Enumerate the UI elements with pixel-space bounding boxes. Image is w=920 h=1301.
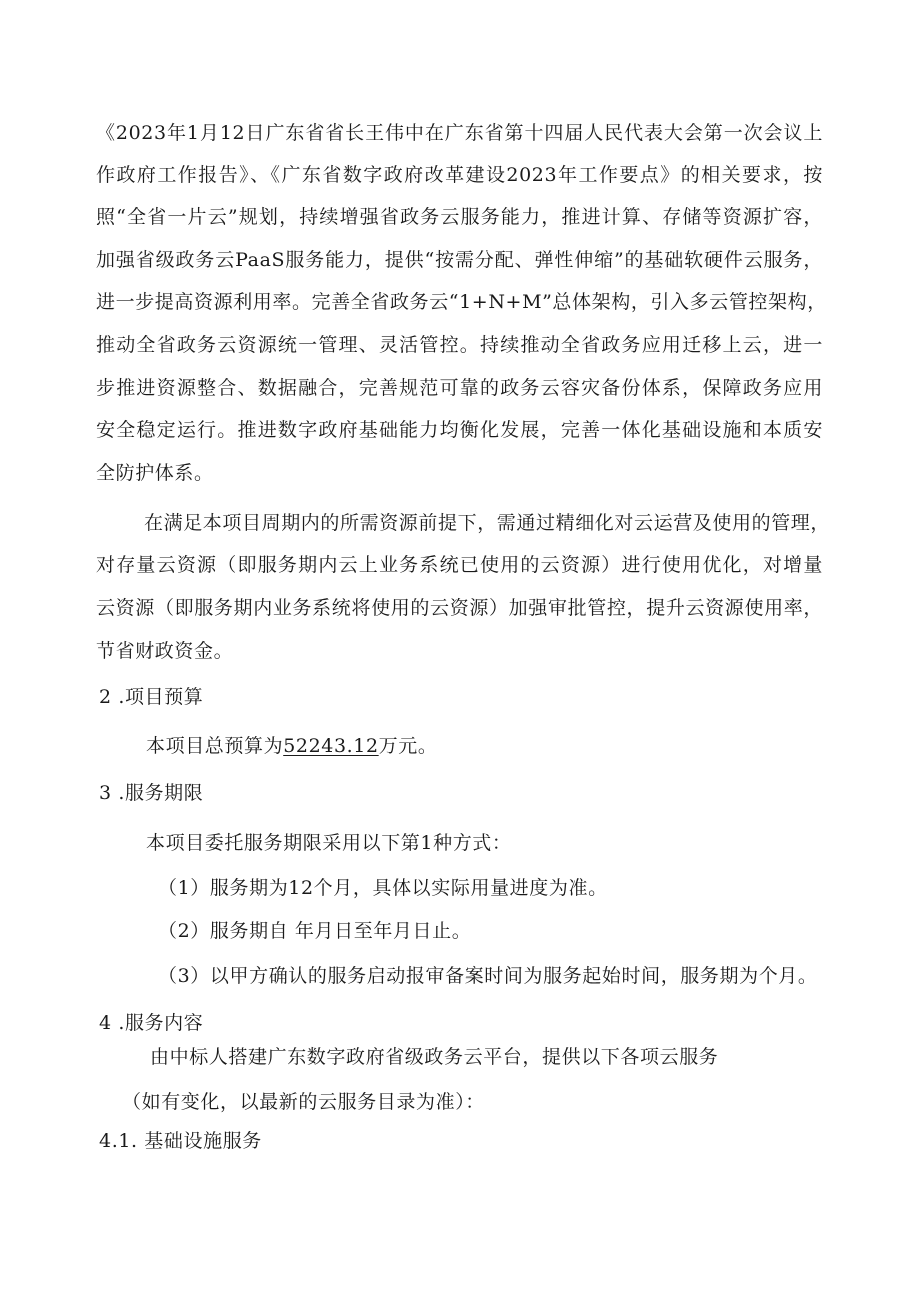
- service-content-line-2: （如有变化，以最新的云服务目录为准）：: [122, 1091, 485, 1113]
- service-period-option-1: （1）服务期为12个月，具体以实际用量进度为准。: [158, 877, 608, 899]
- paragraph-1-line-2: 作政府工作报告》、《广东省数字政府改革建设2023年工作要点》的相关要求，按: [96, 164, 823, 186]
- section-4-heading: 4 .服务内容: [99, 1012, 204, 1034]
- paragraph-1-line-1: 《2023年1月12日广东省省长王伟中在广东省第十四届人民代表大会第一次会议上: [96, 122, 823, 144]
- paragraph-1-line-4: 加强省级政务云PaaS服务能力，提供“按需分配、弹性伸缩”的基础软硬件云服务，: [96, 249, 823, 271]
- budget-text-after: 万元。: [378, 735, 438, 757]
- paragraph-2-line-2: 对存量云资源（即服务期内云上业务系统已使用的云资源）进行使用优化，对增量: [96, 554, 823, 576]
- paragraph-2-line-3: 云资源（即服务期内业务系统将使用的云资源）加强审批管控，提升云资源使用率，: [96, 597, 823, 619]
- budget-line: [146, 734, 437, 758]
- paragraph-1-line-6: 推动全省政务云资源统一管理、灵活管控。持续推动全省政务应用迁移上云，进一: [96, 334, 823, 356]
- section-4-1-heading: 4.1. 基础设施服务: [99, 1130, 262, 1152]
- paragraph-1-line-7: 步推进资源整合、数据融合，完善规范可靠的政务云容灾备份体系，保障政务应用: [96, 377, 823, 399]
- paragraph-1-line-5: 进一步提高资源利用率。完善全省政务云“1+N+M”总体架构，引入多云管控架构，: [96, 291, 827, 313]
- section-3-heading: 3 .服务期限: [99, 782, 204, 804]
- service-period-option-3: （3）以甲方确认的服务启动报审备案时间为服务起始时间，服务期为个月。: [158, 965, 818, 987]
- service-period-option-2: （2）服务期自 年月日至年月日止。: [158, 920, 472, 942]
- budget-text-before: 本项目总预算为: [146, 735, 284, 757]
- paragraph-1-line-3: 照“全省一片云”规划，持续增强省政务云服务能力，推进计算、存储等资源扩容，: [96, 206, 823, 228]
- paragraph-2-line-1: 在满足本项目周期内的所需资源前提下，需通过精细化对云运营及使用的管理，: [144, 512, 831, 534]
- service-content-line-1: 由中标人搭建广东数字政府省级政务云平台，提供以下各项云服务: [150, 1046, 719, 1068]
- section-2-heading: 2 .项目预算: [99, 686, 204, 708]
- paragraph-1-line-8: 安全稳定运行。推进数字政府基础能力均衡化发展，完善一体化基础设施和本质安: [96, 419, 823, 441]
- paragraph-2-line-4: 节省财政资金。: [96, 640, 234, 662]
- budget-amount: 52243.12: [283, 735, 379, 757]
- paragraph-1-line-9: 全防护体系。: [96, 462, 214, 484]
- service-period-intro: 本项目委托服务期限采用以下第1种方式：: [146, 832, 512, 854]
